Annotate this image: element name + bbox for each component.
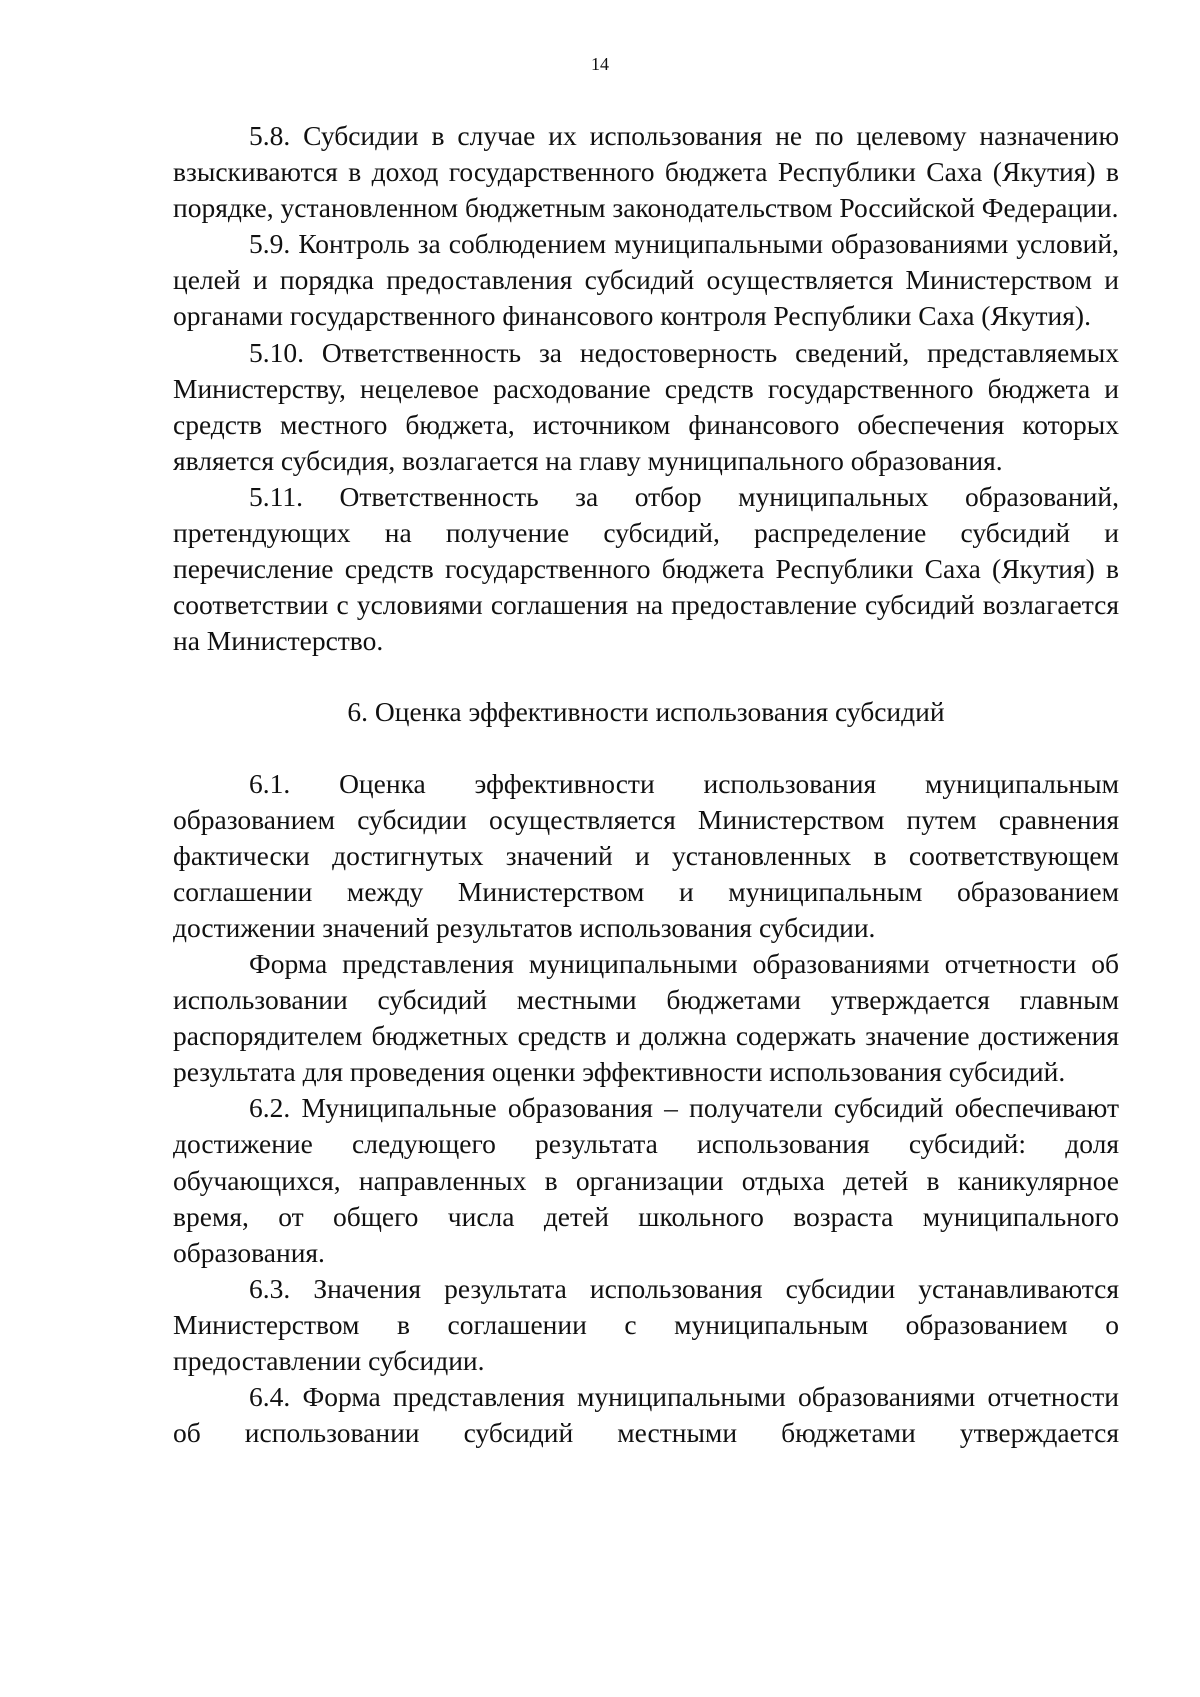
- paragraph-report-form: Форма представления муниципальными образованиями отчетности об использовании субсидий местными бюджетами утверждается главным распорядителем бюджетных средств и должна содержать значение достижения результата для проведения оценки эффективности использования субсидий.: [173, 947, 1119, 1088]
- document-body: [173, 118, 1119, 1451]
- paragraph-6-1: 6.1. Оценка эффективности использования муниципальным образованием субсидии осуществляется Министерством путем сравнения фактически достигнутых значений и установленных в соответствующем соглашении между Министерством и муниципальным образованием достижении значений результатов использования субсидии.: [173, 767, 1119, 943]
- paragraph-5-8: 5.8. Субсидии в случае их использования не по целевому назначению взыскиваются в доход государственного бюджета Республики Саха (Якутия) в порядке, установленном бюджетным законодательством Российской Федерации.: [173, 120, 1119, 224]
- paragraph-5-11: 5.11. Ответственность за отбор муниципальных образований, претендующих на получение субсидий, распределение субсидий и перечисление средств государственного бюджета Республики Саха (Якутия) в соответствии с условиями соглашения на предоставление субсидий возлагается на Министерство.: [173, 480, 1119, 657]
- paragraph-5-9: 5.9. Контроль за соблюдением муниципальными образованиями условий, целей и порядка предоставления субсидий осуществляется Министерством и органами государственного финансового контроля Республики Саха (Якутия).: [173, 228, 1119, 332]
- paragraph-6-4: 6.4. Форма представления муниципальными образованиями отчетности об использовании субсидий местными бюджетами утверждается: [173, 1381, 1119, 1449]
- paragraph-5-10: 5.10. Ответственность за недостоверность сведений, представляемых Министерству, нецелевое расходование средств государственного бюджета и средств местного бюджета, источником финансового обеспечения которых является субсидия, возлагается на главу муниципального образования.: [173, 336, 1119, 476]
- paragraph-6-2: 6.2. Муниципальные образования – получатели субсидий обеспечивают достижение следующего результата использования субсидий: доля обучающихся, направленных в организации отдыха детей в каникулярное время, от общего числа детей школьного возраста муниципального образования.: [173, 1092, 1119, 1268]
- page-number: 14: [591, 54, 609, 74]
- paragraph-6-3: 6.3. Значения результата использования субсидии устанавливаются Министерством в соглашении с муниципальным образованием о предоставлении субсидии.: [173, 1272, 1119, 1376]
- section-heading: 6. Оценка эффективности использования субсидий: [347, 696, 945, 728]
